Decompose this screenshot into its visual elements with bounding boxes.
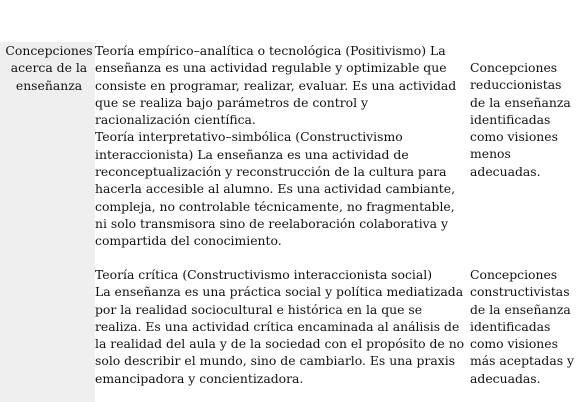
theory-positivism [95,42,467,128]
theory-interpretative-text: La enseñanza es una actividad de reconceptualización y reconstrucción de la cultura para hacerla accesible al alumno. Es una actividad cambiante, compleja, no controlable técnicamente, no fragmentable, ni solo transmisora sino de reelaboración colaborativa y compartida del conocimiento. [95,146,456,249]
row-label-cell [0,42,95,402]
theories-cell-2 [95,266,467,387]
theory-interpretative [95,128,467,249]
theory-positivism-heading: Teoría empírico–analítica o tecnológica (Positivismo) [95,43,427,58]
theory-positivism-text: La enseñanza es una actividad regulable y optimizable que consiste en programar, realizar, evaluar. Es una actividad que se realiza bajo parámetros de control y racionalización científica. [95,43,457,128]
reductionist-note: Concepciones reduccionistas de la enseñanza identificadas como visiones menos adecuadas. [470,60,571,179]
theory-critical-heading: Teoría crítica (Constructivismo interaccionista social) [95,267,433,282]
row-label: Concepciones acerca de la enseñanza [5,43,93,93]
constructivist-note: Concepciones constructivistas de la enseñanza identificadas como visiones más aceptadas y adecuadas. [470,267,575,386]
theory-critical-text: La enseñanza es una práctica social y política mediatizada por la realidad sociocultural e histórica en la que se realiza. Es una actividad crítica encaminada al análisis de la realidad del aula y de la sociedad con el propósito de no solo describir el mundo, sino de cambiarlo. Es una praxis emancipadora y concientizadora. [95,284,465,386]
theories-cell-1 [95,42,467,250]
conceptions-table [0,42,580,402]
theory-interpretative-heading: Teoría interpretativo–simbólica (Constructivismo interaccionista) [95,129,403,162]
